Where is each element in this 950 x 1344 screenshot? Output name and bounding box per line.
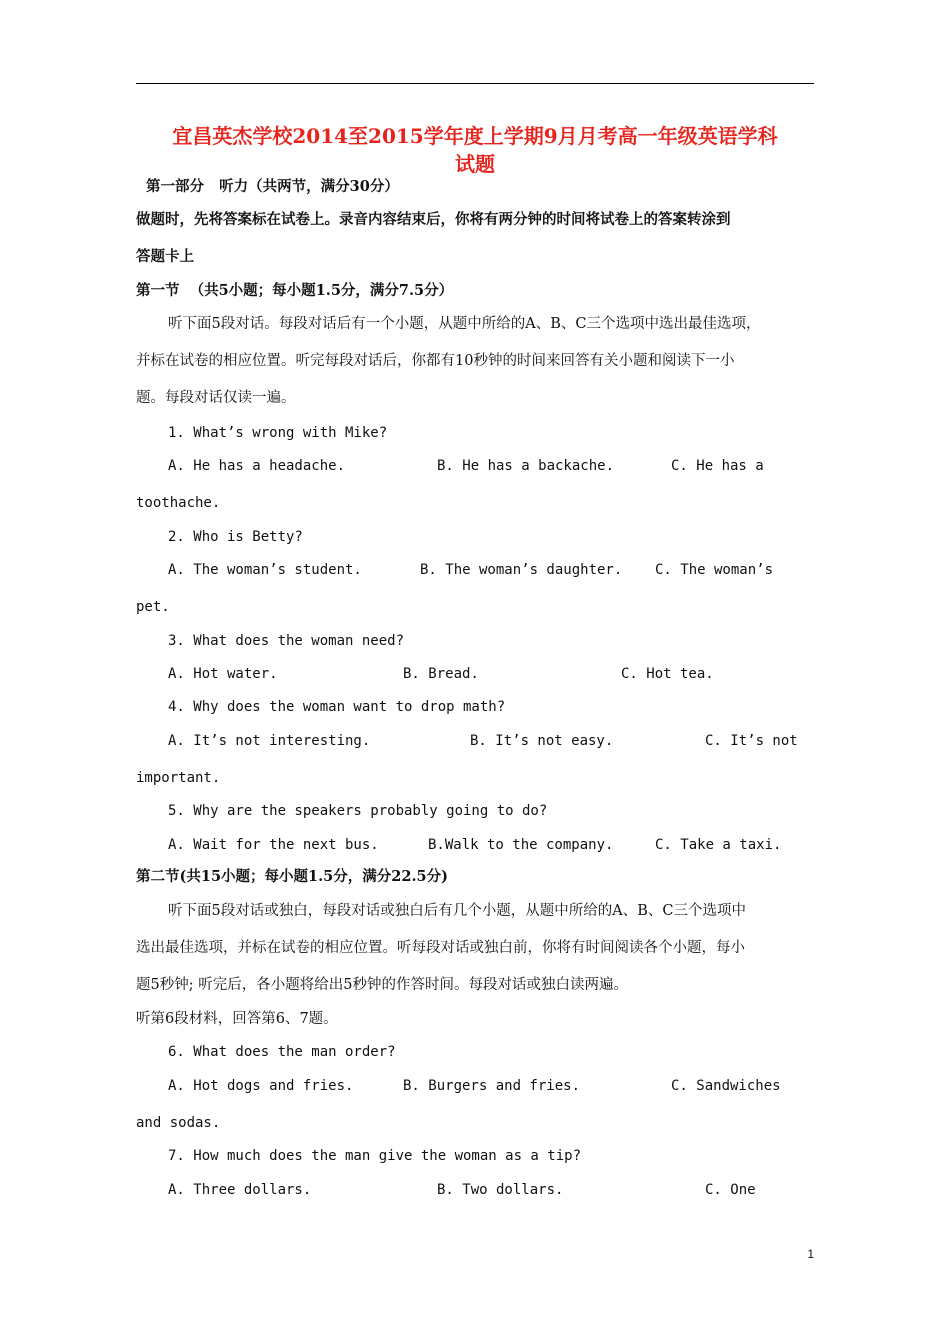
q5-option-b: B.Walk to the company. (428, 837, 614, 853)
q5-option-a: A. Wait for the next bus. (168, 837, 379, 853)
q2-stem: 2. Who is Betty? (168, 529, 303, 545)
q6-option-c-cont: and sodas. (136, 1115, 221, 1131)
section1-intro-3: 题。每段对话仅读一遍。 (136, 390, 296, 406)
q3-option-c: C. Hot tea. (621, 666, 714, 682)
q7-stem: 7. How much does the man give the woman as a tip? (168, 1148, 582, 1164)
q4-option-c-cont: important. (136, 770, 221, 786)
q6-option-b: B. Burgers and fries. (403, 1078, 581, 1094)
q4-option-c: C. It’s not (705, 733, 798, 749)
q4-stem: 4. Why does the woman want to drop math? (168, 699, 506, 715)
q3-stem: 3. What does the woman need? (168, 633, 405, 649)
q2-option-c: C. The woman’s (655, 562, 774, 578)
part1-heading: 第一部分 听力（共两节，满分30分） (146, 178, 399, 195)
q3-option-b: B. Bread. (403, 666, 479, 682)
q5-stem: 5. Why are the speakers probably going to do? (168, 803, 548, 819)
section1-intro-1: 听下面5段对话。每段对话后有一个小题，从题中所给的A、B、C三个选项中选出最佳选项， (168, 316, 761, 332)
q4-option-b: B. It’s not easy. (470, 733, 614, 749)
q6-option-c: C. Sandwiches (671, 1078, 781, 1094)
q7-option-a: A. Three dollars. (168, 1182, 312, 1198)
header-rule (136, 83, 814, 84)
q1-stem: 1. What’s wrong with Mike? (168, 425, 388, 441)
section1-heading: 第一节 （共5小题；每小题1.5分，满分7.5分） (136, 282, 454, 299)
page-number: 1 (807, 1247, 814, 1261)
instruction-line-2: 答题卡上 (136, 248, 194, 265)
title-line-2: 试题 (455, 152, 495, 176)
q7-option-b: B. Two dollars. (437, 1182, 564, 1198)
section2-intro-3: 题5秒钟; 听完后，各小题将给出5秒钟的作答时间。每段对话或独白读两遍。 (136, 977, 628, 993)
section2-intro-1: 听下面5段对话或独白，每段对话或独白后有几个小题，从题中所给的A、B、C三个选项中 (168, 903, 746, 919)
q1-option-b: B. He has a backache. (437, 458, 615, 474)
q4-option-a: A. It’s not interesting. (168, 733, 371, 749)
section1-intro-2: 并标在试卷的相应位置。听完每段对话后，你都有10秒钟的时间来回答有关小题和阅读下一小 (136, 353, 735, 369)
q7-option-c: C. One (705, 1182, 756, 1198)
exam-title (136, 122, 814, 178)
instruction-line-1: 做题时，先将答案标在试卷上。录音内容结束后，你将有两分钟的时间将试卷上的答案转涂到 (136, 211, 731, 228)
q5-option-c: C. Take a taxi. (655, 837, 782, 853)
title-line-1: 宜昌英杰学校2014至2015学年度上学期9月月考高一年级英语学科 (172, 124, 778, 148)
q2-option-c-cont: pet. (136, 599, 170, 615)
q6-stem: 6. What does the man order? (168, 1044, 396, 1060)
q6-option-a: A. Hot dogs and fries. (168, 1078, 354, 1094)
section2-intro-2: 选出最佳选项，并标在试卷的相应位置。听每段对话或独白前，你将有时间阅读各个小题，每小 (136, 940, 745, 956)
q1-option-c: C. He has a (671, 458, 764, 474)
q1-option-a: A. He has a headache. (168, 458, 346, 474)
material-6-note: 听第6段材料，回答第6、7题。 (136, 1011, 338, 1027)
q2-option-a: A. The woman’s student. (168, 562, 362, 578)
q3-option-a: A. Hot water. (168, 666, 278, 682)
q1-option-c-cont: toothache. (136, 495, 221, 511)
section2-heading: 第二节(共15小题；每小题1.5分，满分22.5分) (136, 868, 448, 885)
q2-option-b: B. The woman’s daughter. (420, 562, 623, 578)
